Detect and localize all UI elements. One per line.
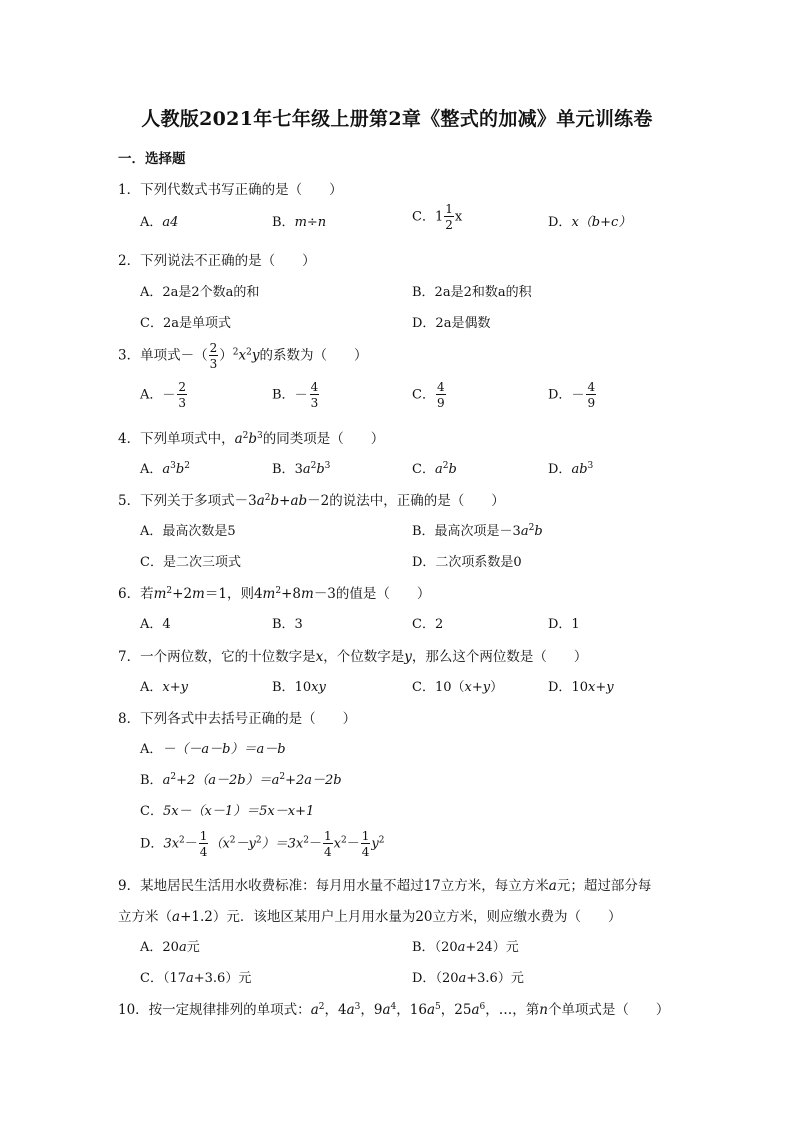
q6-option-d: D．1 xyxy=(548,617,580,632)
fraction: $\frac{4}{9}$ xyxy=(436,380,445,410)
q3-option-b: B．－ $\frac{4}{3}$ xyxy=(272,380,319,410)
q7-option-c: C．10（x+y） xyxy=(412,680,504,695)
question-7-stem: 7．一个两位数，它的十位数字是x，个位数字是y，那么这个两位数是（ ） xyxy=(118,649,588,665)
question-4-stem: 4．下列单项式中，$a^2b^3$的同类项是（ ） xyxy=(118,431,385,447)
fraction: $\frac{4}{3}$ xyxy=(310,380,319,410)
q4-option-c: C．$a^2b$ xyxy=(412,461,457,477)
q2-option-a: A．2a是2个数a的和 xyxy=(140,285,260,300)
section-heading: 一．选择题 xyxy=(118,151,186,167)
q7-option-d: D．10x+y xyxy=(548,680,614,695)
q1-option-b: B．m÷n xyxy=(272,215,327,230)
question-9-stem-line-1: 9．某地居民生活用水收费标准：每月用水量不超过17立方米，每立方米a元；超过部分每 xyxy=(118,878,652,894)
q9-option-a: A．20a元 xyxy=(140,940,200,955)
q8-option-a: A．－（－a－b）＝a－b xyxy=(140,742,286,757)
q1-option-c: C．1 $\frac{1}{2}$ x xyxy=(412,202,463,232)
q4-option-b: B．$3a^2b^3$ xyxy=(272,461,331,477)
fraction: $\frac{1}{4}$ xyxy=(323,829,332,859)
q3-option-d: D．－ $\frac{4}{9}$ xyxy=(548,380,596,410)
q3-option-a: A．－ $\frac{2}{3}$ xyxy=(140,380,187,410)
q1-option-d: D．x（b+c） xyxy=(548,215,632,230)
q8-option-d: D．$3x^2-$ $\frac{1}{4}$ $(x^2-y^2)=3x^2-$ $\frac{1}{4}$ $x^2-$ $\frac{1}{4}$ $y^2$ xyxy=(140,829,385,859)
q5-option-d: D．二次项系数是0 xyxy=(412,555,522,570)
fraction: $\frac{1}{4}$ xyxy=(199,829,208,859)
page-title: 人教版2021年七年级上册第2章《整式的加减》单元训练卷 xyxy=(141,108,653,130)
q9-option-c: C．（17a+3.6）元 xyxy=(140,971,252,986)
q4-option-d: D．$ab^3$ xyxy=(548,461,594,477)
q5-option-b: B．最高次项是$-3a^2b$ xyxy=(412,523,543,539)
q4-option-a: A．$a^3b^2$ xyxy=(140,461,190,477)
q6-option-b: B．3 xyxy=(272,617,303,632)
fraction: $\frac{1}{2}$ xyxy=(445,202,453,232)
q3-option-c: C． $\frac{4}{9}$ xyxy=(412,380,445,410)
q6-option-c: C．2 xyxy=(412,617,444,632)
fraction: $\frac{1}{4}$ xyxy=(361,829,370,859)
question-8-stem: 8．下列各式中去括号正确的是（ ） xyxy=(118,711,357,727)
q1-option-a: A．a4 xyxy=(140,215,179,230)
q6-option-a: A．4 xyxy=(140,617,171,632)
question-9-stem-line-2: 立方米（a+1.2）元．该地区某用户上月用水量为20立方米，则应缴水费为（ ） xyxy=(118,909,622,925)
q8-option-c: C．5x－（x－1）＝5x－x+1 xyxy=(140,804,315,819)
q9-option-d: D．（20a+3.6）元 xyxy=(412,971,524,986)
q5-option-a: A．最高次数是5 xyxy=(140,524,236,539)
fraction: $\frac{4}{9}$ xyxy=(587,380,596,410)
q2-option-d: D．2a是偶数 xyxy=(412,316,491,331)
q9-option-b: B．（20a+24）元 xyxy=(412,940,519,955)
fraction: $\frac{2}{3}$ xyxy=(209,341,218,371)
q5-option-c: C．是二次三项式 xyxy=(140,555,241,570)
q7-option-a: A．x+y xyxy=(140,680,188,695)
fraction: $\frac{2}{3}$ xyxy=(178,380,187,410)
question-1-stem: 1．下列代数式书写正确的是（ ） xyxy=(118,182,343,198)
q7-option-b: B．10xy xyxy=(272,680,326,695)
q8-option-b: B．$a^2+2(a-2b)=a^2+2a-2b$ xyxy=(140,772,342,788)
q2-option-b: B．2a是2和数a的积 xyxy=(412,285,532,300)
question-3-stem: 3．单项式－（ $\frac{2}{3}$ ）$^2x^2y$的系数为（ ） xyxy=(118,341,368,371)
q2-option-c: C．2a是单项式 xyxy=(140,316,231,331)
question-2-stem: 2．下列说法不正确的是（ ） xyxy=(118,253,316,269)
question-6-stem: 6．若$m^2+2m=1$，则$4m^2+8m-3$的值是（ ） xyxy=(118,586,431,602)
question-5-stem: 5．下列关于多项式$-3a^2b+ab-2$的说法中，正确的是（ ） xyxy=(118,493,505,509)
question-10-stem: 10．按一定规律排列的单项式：$a^2$，$4a^3$，$9a^4$，$16a^5$，$25a^6$，…，第n个单项式是（ ） xyxy=(118,1002,670,1018)
